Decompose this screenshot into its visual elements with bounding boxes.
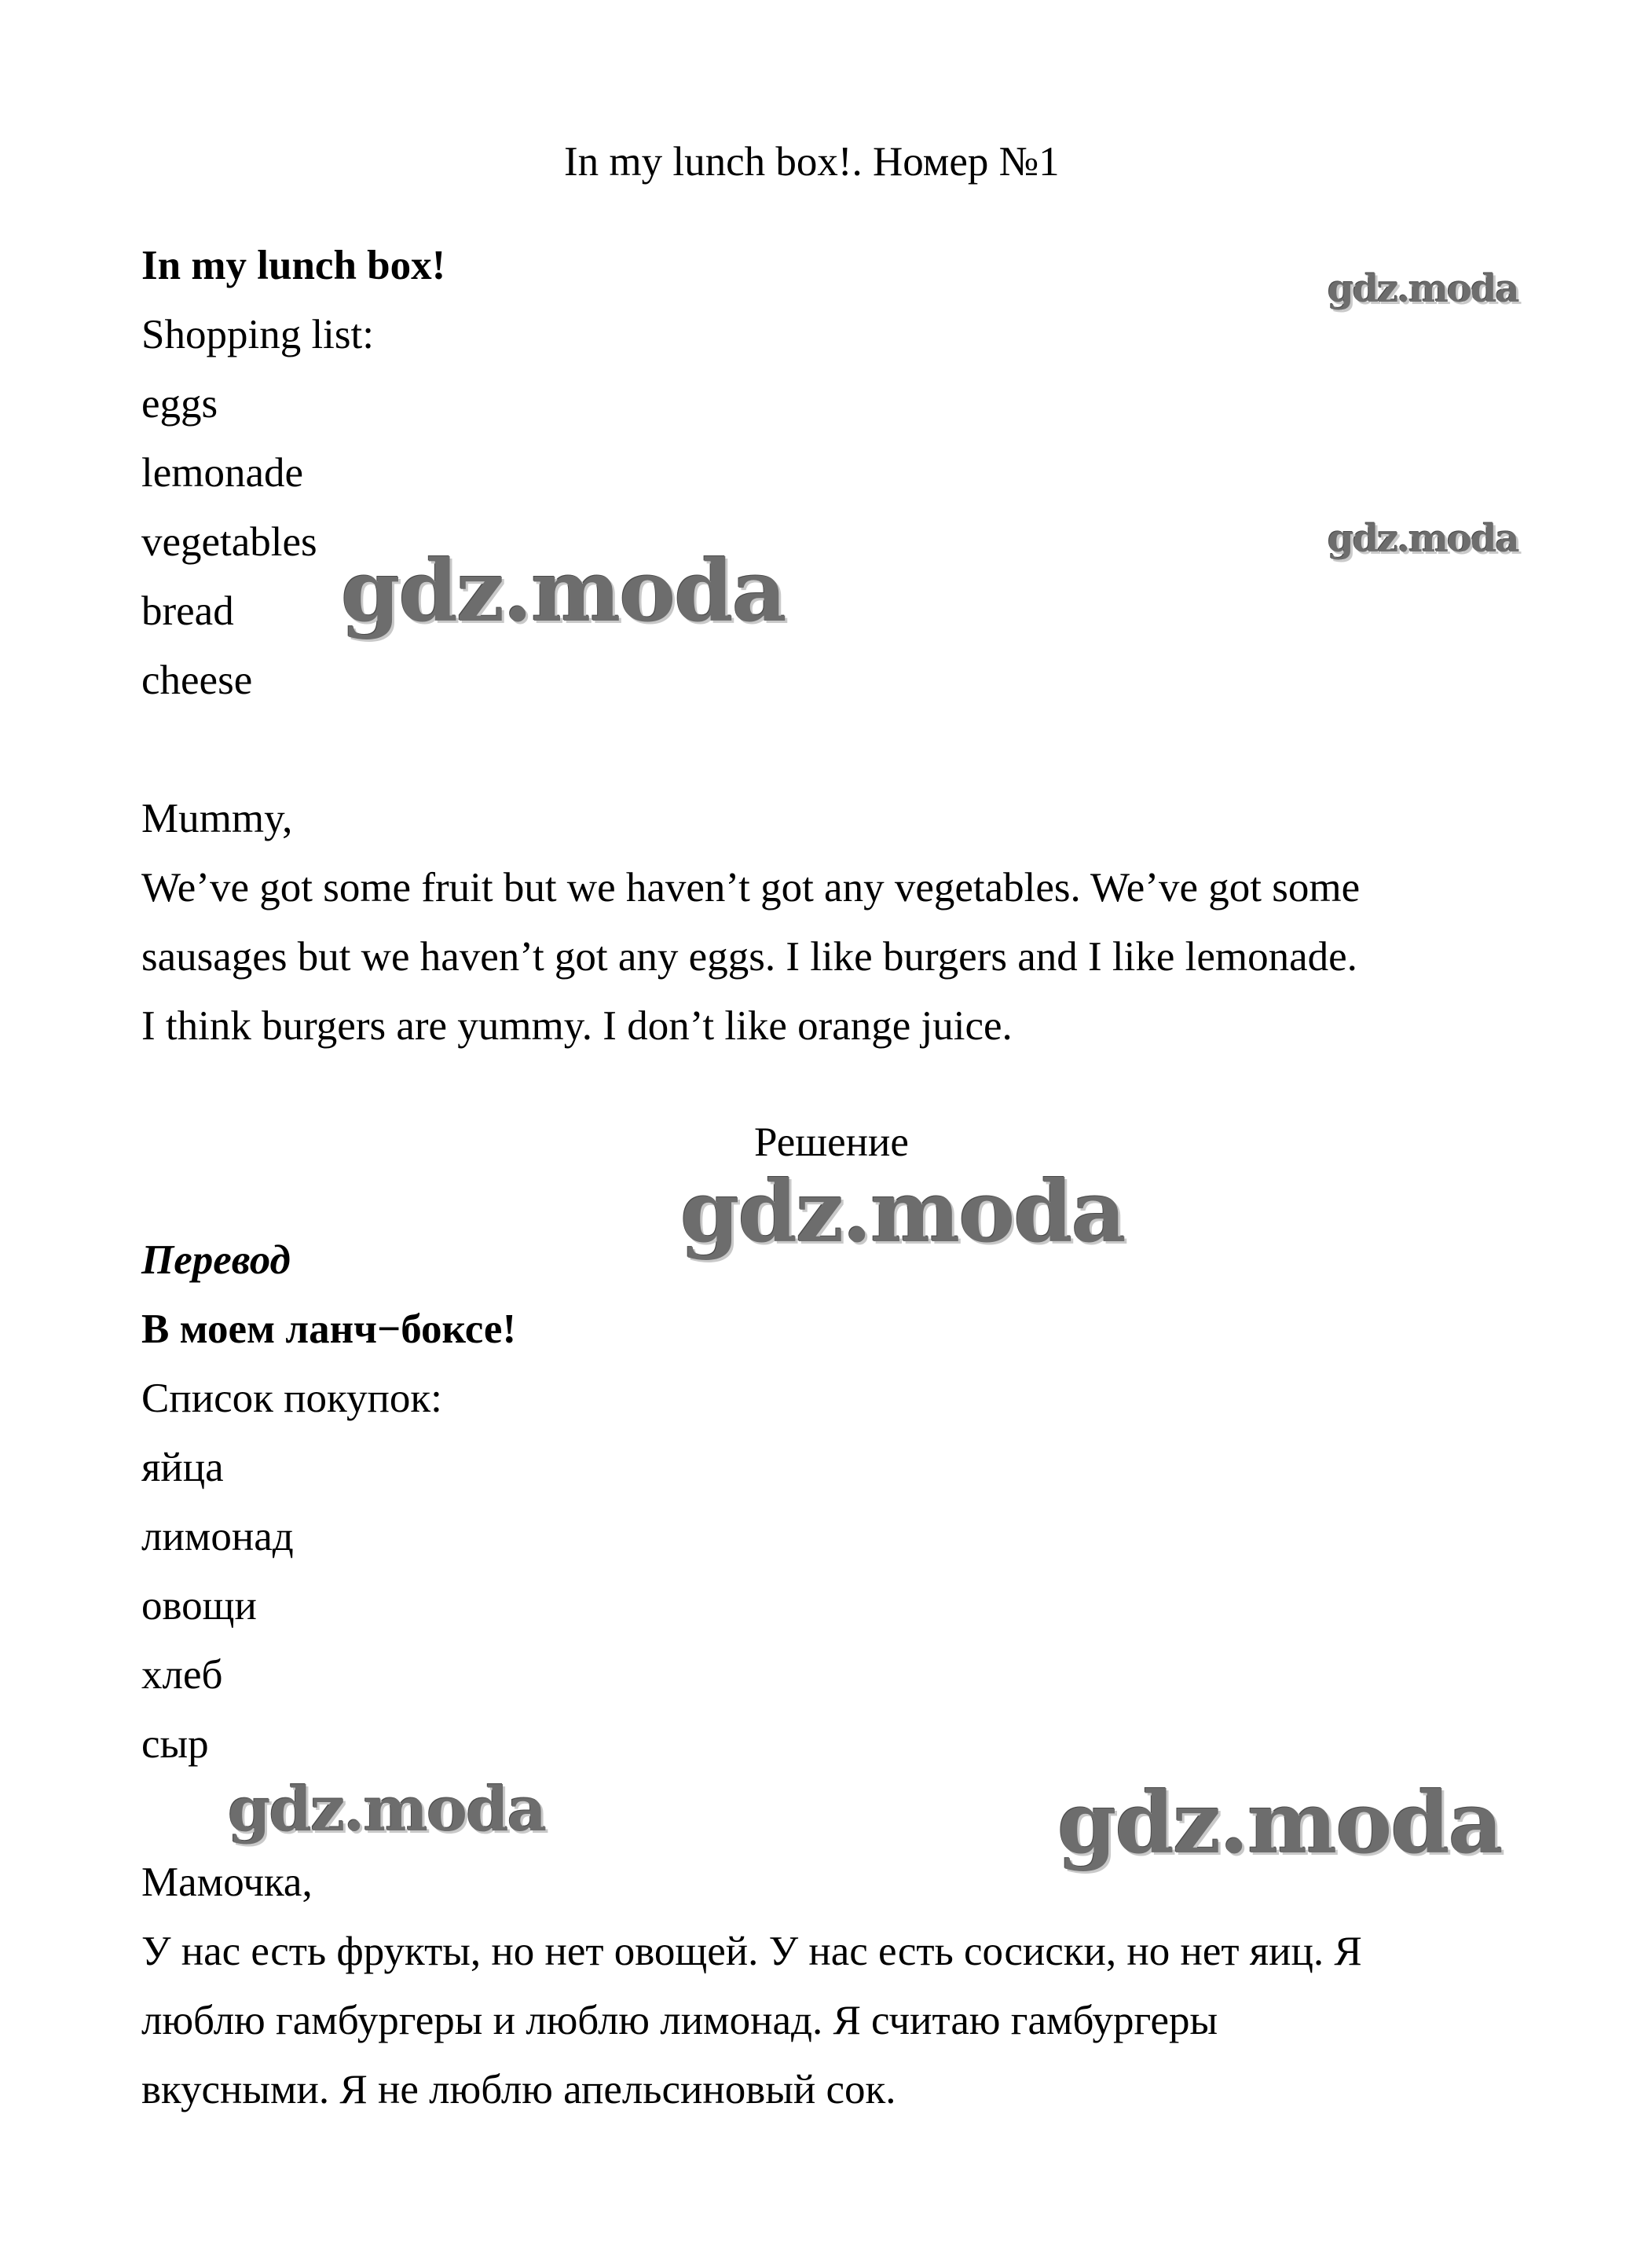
watermark-logo: gdz.moda: [341, 542, 786, 641]
watermark-logo: gdz.moda: [680, 1163, 1125, 1262]
letter-greeting: Mummy,: [141, 796, 293, 841]
translation-list-title: Список покупок:: [141, 1376, 442, 1421]
translation-letter-line: люблю гамбургеры и люблю лимонад. Я считаю гамбургеры: [141, 1998, 1218, 2043]
list-item: bread: [141, 588, 234, 634]
watermark-logo: gdz.moda: [1328, 517, 1518, 561]
list-item: хлеб: [141, 1652, 223, 1698]
watermark-logo: gdz.moda: [1328, 267, 1518, 311]
page-title: In my lunch box!. Номер №1: [564, 139, 1060, 185]
list-item: vegetables: [141, 519, 317, 565]
letter-line: We’ve got some fruit but we haven’t got any vegetables. We’ve got some: [141, 865, 1361, 910]
list-item: сыр: [141, 1721, 209, 1767]
list-item: eggs: [141, 381, 218, 427]
shopping-list-title: Shopping list:: [141, 312, 374, 357]
list-item: lemonade: [141, 450, 304, 496]
translation-letter-line: У нас есть фрукты, но нет овощей. У нас есть сосиски, но нет яиц. Я: [141, 1929, 1362, 1974]
translation-heading: В моем ланч−боксе!: [141, 1306, 517, 1352]
translation-label: Перевод: [141, 1237, 291, 1283]
letter-line: I think burgers are yummy. I don’t like orange juice.: [141, 1003, 1013, 1049]
translation-greeting: Мамочка,: [141, 1859, 313, 1905]
watermark-logo: gdz.moda: [1057, 1774, 1502, 1873]
english-heading: In my lunch box!: [141, 243, 446, 288]
list-item: cheese: [141, 658, 253, 703]
letter-line: sausages but we haven’t got any eggs. I like burgers and I like lemonade.: [141, 934, 1357, 980]
translation-letter-line: вкусными. Я не люблю апельсиновый сок.: [141, 2067, 896, 2112]
solution-label: Решение: [754, 1119, 909, 1165]
list-item: овощи: [141, 1583, 257, 1629]
list-item: лимонад: [141, 1514, 294, 1559]
watermark-logo: gdz.moda: [228, 1774, 546, 1845]
list-item: яйца: [141, 1445, 224, 1490]
